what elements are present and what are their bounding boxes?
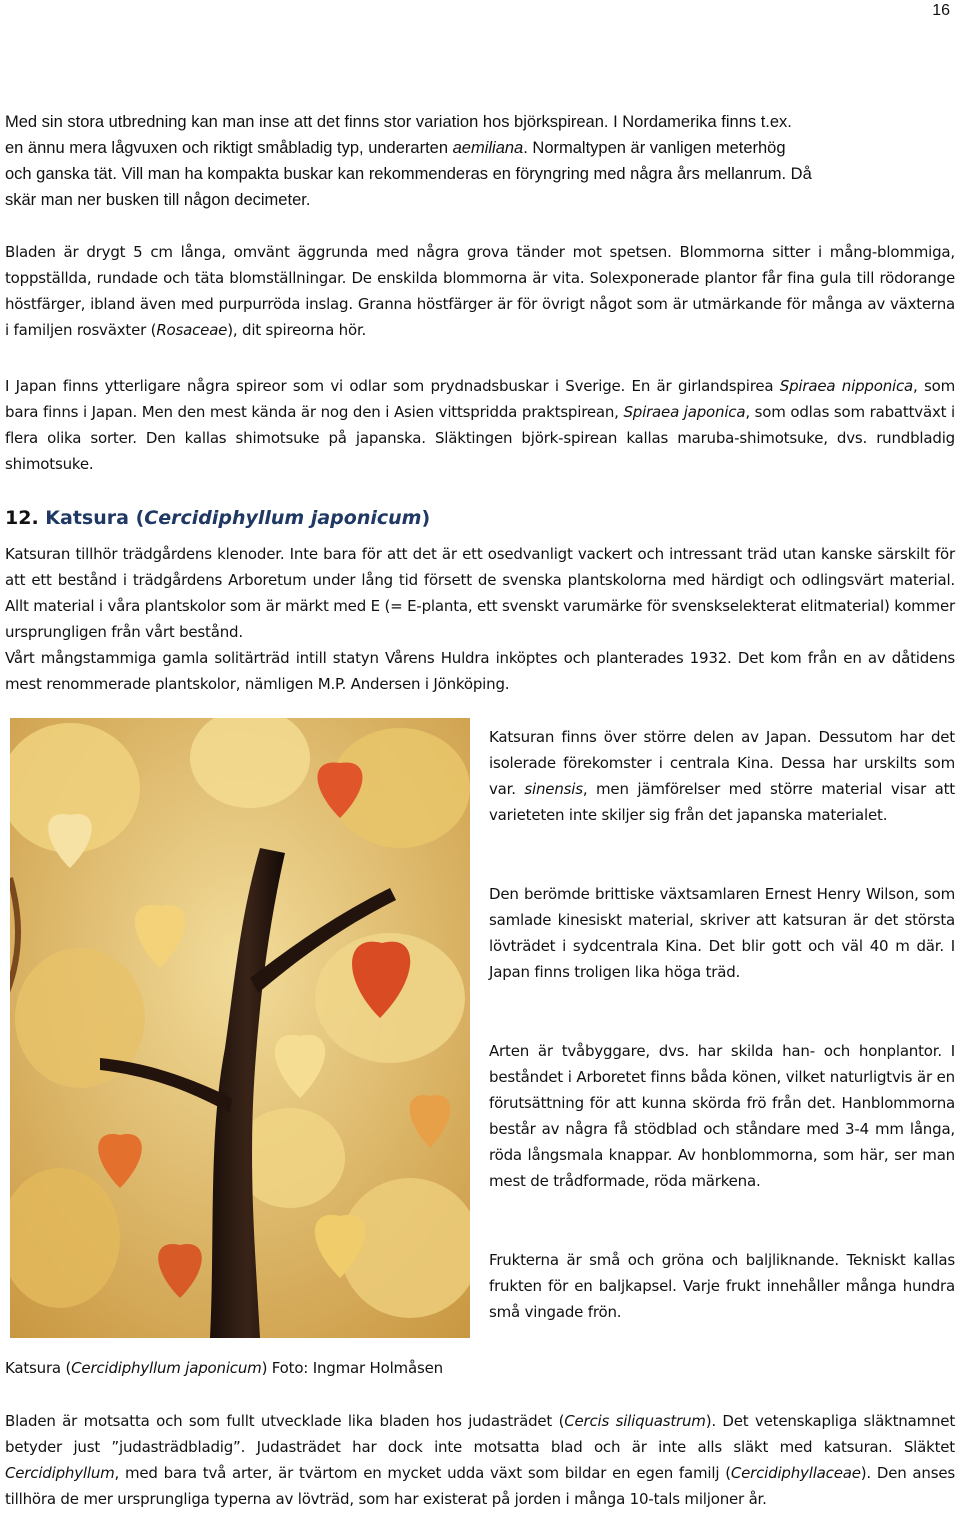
latin-name: Cercis siliquastrum: [564, 1412, 706, 1430]
autumn-leaves-illustration: [10, 718, 470, 1338]
leaves-genus-paragraph: Bladen är motsatta och som fullt utvecklade lika bladen hos judasträdet (Cercis siliquastrum). Det vetenskapliga släktnamnet betyder just ”judasträdbladig”. Judasträdet har dock inte motsatta blad och är inte alls släkt med katsuran. Släktet Cercidiphyllum, med bara två arter, är tvärtom en mycket udda växt som bildar en egen familj (Cercidiphyllaceae). Den anses tillhöra de mer ursprungliga typerna av lövträd, som har existerat på jorden i många 10-tals miljoner år.: [5, 1412, 956, 1508]
distribution-paragraph: Katsuran finns över större delen av Japan. Dessutom har det isolerade förekomster i centrala Kina. Dessa har urskilts som var. sinensis, men jämförelser med större material visar att varieteten inte skiljer sig från det japanska materialet.: [489, 728, 955, 824]
section-number: 12.: [5, 507, 39, 529]
latin-name: Cercidiphyllum japonicum: [71, 1359, 262, 1377]
latin-name: Rosaceae: [156, 321, 228, 339]
text-segment: Vårt mångstammiga gamla solitärträd intill statyn Vårens Huldra inköptes och planterades 1932. Det kom från en av dåtidens mest renommerade plantskolor, nämligen M.P. Andersen i Jönköping.: [5, 649, 955, 693]
latin-name: sinensis: [524, 780, 583, 798]
text-segment: Katsuran tillhör trädgårdens klenoder. Inte bara för att det är ett osedvanligt vackert och intressant träd utan kanske särskilt för att ett bestånd i trädgårdens Arboretum under lång tid försett de svenska plantskolorna med härdigt och odlingsvärt material. Allt material i våra plantskolor som är märkt med E (= E-planta, ett svenskt varumärke för svenskselekterat elitmaterial) kommer ursprungligen från vårt bestånd.: [5, 545, 955, 641]
text-line: Med sin stora utbredning kan man inse att det finns stor variation hos björkspirean. I Nordamerika finns t.ex.: [5, 113, 792, 131]
katsura-intro-paragraph: [5, 541, 955, 697]
photo-caption: Katsura (Cercidiphyllum japonicum) Foto: Ingmar Holmåsen: [5, 1359, 443, 1377]
text-segment: , som bara finns i Japan. Men den mest kända är nog den i Asien vittspridda praktspirean,: [5, 377, 956, 421]
latin-name: Spiraea nipponica: [779, 377, 914, 395]
text-segment: , som odlas som rabattväxt i flera olika sorter. Den kallas shimotsuke på japanska. Släktingen björk-spirean kallas maruba-shimotsuke, dvs. rundbladig shimotsuke.: [5, 403, 955, 473]
leaf-description-paragraph: [5, 239, 955, 343]
katsura-photo: [10, 718, 470, 1338]
latin-name: Cercidiphyllaceae: [730, 1464, 861, 1482]
text-segment: I Japan finns ytterligare några spireor som vi odlar som prydnadsbuskar i Sverige. En är girlandspirea: [5, 377, 780, 395]
japan-spireas-paragraph: [5, 373, 955, 477]
text-segment: en ännu mera lågvuxen och riktigt småbladig typ, underarten: [5, 139, 453, 157]
text-line: och ganska tät. Vill man ha kompakta buskar kan rekommenderas en föryngring med några års mellanrum. Då: [5, 165, 812, 183]
latin-name: Spiraea japonica: [623, 403, 746, 421]
page-number: 16: [932, 2, 950, 19]
dioecious-paragraph: Arten är tvåbyggare, dvs. har skilda han- och honplantor. I beståndet i Arboretet finns båda könen, vilket naturligtvis är en förutsättning för att kunna skörda frö från det. Hanblommorna består av några få stödblad och ståndare med 3-4 mm långa, röda långsmala knappar. Av honblommorna, som här, ser man mest de trådformade, röda märkena.: [489, 1042, 955, 1190]
latin-name: aemiliana: [452, 139, 524, 157]
intro-paragraph: [5, 109, 812, 213]
text-line: skär man ner busken till någon decimeter.: [5, 191, 311, 209]
wilson-paragraph: Den berömde brittiske växtsamlaren Ernest Henry Wilson, som samlade kinesiskt material, skriver att katsuran är det största lövträdet i sydcentrala Kina. Det blir gott och väl 40 m där. I Japan finns troligen lika höga träd.: [489, 885, 955, 981]
text-segment: . Normaltypen är vanligen meterhög: [523, 139, 786, 157]
section-heading: [5, 507, 430, 529]
latin-name: Cercidiphyllum: [5, 1464, 115, 1482]
section-title: Katsura (Cercidiphyllum japonicum): [45, 507, 431, 529]
fruit-paragraph: Frukterna är små och gröna och baljliknande. Tekniskt kallas frukten för en baljkapsel. Varje frukt innehåller många hundra små vingade frön.: [489, 1251, 955, 1321]
text-segment: Bladen är drygt 5 cm långa, omvänt äggrunda med några grova tänder mot spetsen. Blommorna sitter i mång-blommiga, toppställda, rundade och täta blomställningar. De enskilda blommorna är vita. Solexponerade plantor får fina gula till rödorange höstfärger, ibland även med purpurröda inslag. Granna höstfärger är för övrigt något som är utmärkande för många av växterna i familjen rosväxter (: [5, 243, 955, 339]
text-segment: ), dit spireorna hör.: [227, 321, 367, 339]
